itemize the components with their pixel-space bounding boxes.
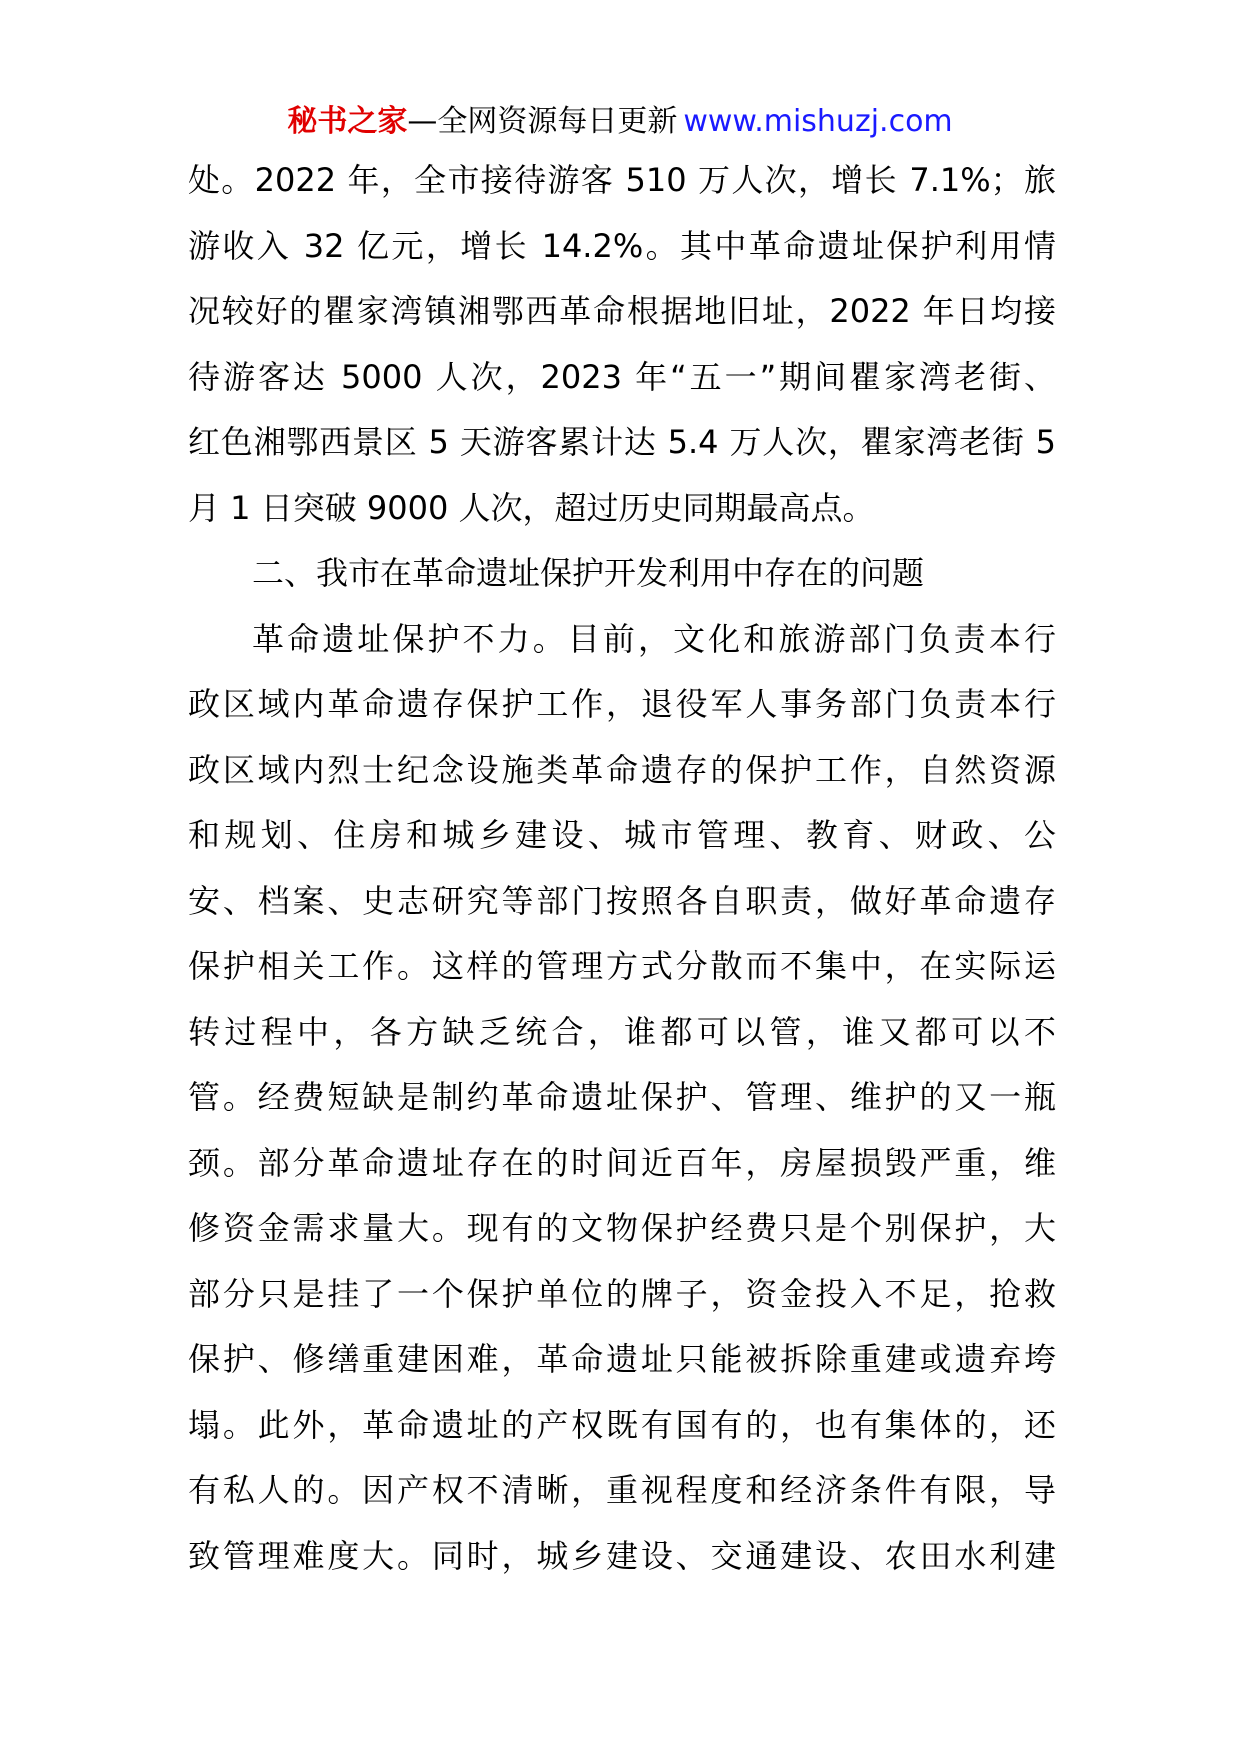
site-url-link[interactable]: www.mishuzj.com <box>683 104 953 139</box>
text-line: 修资金需求量大。现有的文物保护经费只是个别保护，大 <box>188 1209 1056 1247</box>
text-line: 转过程中，各方缺乏统合，谁都可以管，谁又都可以不 <box>188 1012 1056 1051</box>
text-line: 和规划、住房和城乡建设、城市管理、教育、财政、公 <box>188 816 1056 854</box>
text-line: 月 1 日突破 9000 人次，超过历史同期最高点。 <box>188 488 875 527</box>
text-line: 革命遗址保护不力。目前，文化和旅游部门负责本行 <box>252 619 1056 658</box>
text-line: 待游客达 5000 人次，2023 年“五一”期间瞿家湾老街、 <box>188 357 1056 396</box>
document-body <box>188 160 1056 1601</box>
site-header <box>0 100 1240 144</box>
text-line: 处。2022 年，全市接待游客 510 万人次，增长 7.1%；旅 <box>188 161 1056 199</box>
text-line: 部分只是挂了一个保护单位的牌子，资金投入不足，抢救 <box>188 1274 1056 1313</box>
text-line: 红色湘鄂西景区 5 天游客累计达 5.4 万人次，瞿家湾老街 5 <box>188 423 1056 461</box>
text-line: 政区域内革命遗存保护工作，退役军人事务部门负责本行 <box>188 685 1056 723</box>
section-heading: 二、我市在革命遗址保护开发利用中存在的问题 <box>252 554 925 592</box>
text-line: 管。经费短缺是制约革命遗址保护、管理、维护的又一瓶 <box>188 1078 1056 1116</box>
text-line: 政区域内烈士纪念设施类革命遗存的保护工作，自然资源 <box>188 750 1056 789</box>
text-line: 安、档案、史志研究等部门按照各自职责，做好革命遗存 <box>188 881 1056 920</box>
text-line: 致管理难度大。同时，城乡建设、交通建设、农田水利建 <box>188 1536 1056 1575</box>
text-line: 游收入 32 亿元，增长 14.2%。其中革命遗址保护利用情 <box>188 226 1056 265</box>
text-line: 塌。此外，革命遗址的产权既有国有的，也有集体的，还 <box>188 1405 1056 1444</box>
site-brand: 秘书之家 <box>287 104 408 139</box>
text-line: 颈。部分革命遗址存在的时间近百年，房屋损毁严重，维 <box>188 1143 1056 1182</box>
site-tagline: —全网资源每日更新 <box>407 104 678 139</box>
text-line: 有私人的。因产权不清晰，重视程度和经济条件有限，导 <box>188 1471 1056 1509</box>
text-line: 况较好的瞿家湾镇湘鄂西革命根据地旧址，2022 年日均接 <box>188 292 1056 330</box>
text-line: 保护、修缮重建困难，革命遗址只能被拆除重建或遗弃垮 <box>188 1340 1056 1378</box>
text-line: 保护相关工作。这样的管理方式分散而不集中，在实际运 <box>188 947 1056 985</box>
